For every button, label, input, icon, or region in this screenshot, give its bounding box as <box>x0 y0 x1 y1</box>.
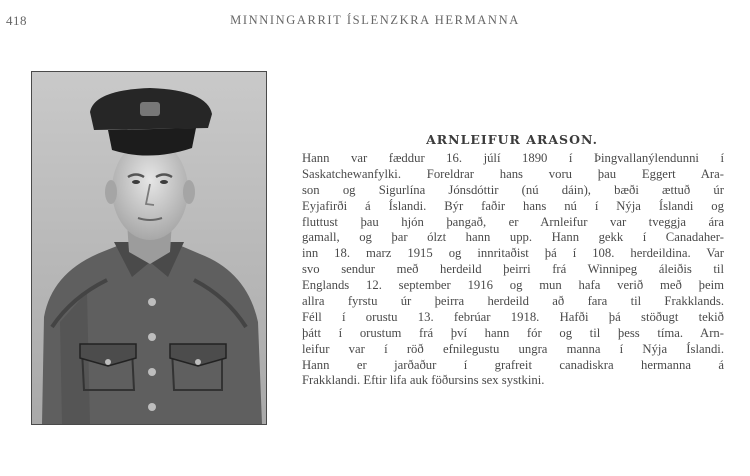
page-number: 418 <box>6 13 27 28</box>
text-line: allra fyrstu úr þeirra herdeild að fara til Frakklands. <box>302 294 724 309</box>
running-title: MINNINGARRIT ÍSLENZKRA HERMANNA <box>230 13 520 27</box>
text-line: svo sendur með herdeild þeirri frá Winnipeg áleiðis til <box>302 262 724 277</box>
text-line: Hann var fæddur 16. júlí 1890 í Þingvallanýlendunni í <box>302 151 724 165</box>
text-line: Eyjafirði á Íslandi. Býr faðir hans nú í Nýja Íslandi og <box>302 198 724 213</box>
text-line: gamall, og þar ólzt hann upp. Hann gekk í Canadaher- <box>302 230 724 245</box>
article-title: ARNLEIFUR ARASON. <box>426 132 598 147</box>
text-line: leifur var í röð efnilegustu ungra manna í Nýja Íslandi. <box>302 341 724 356</box>
text-line: Englands 12. september 1916 og mun hafa verið með þeim <box>302 278 724 293</box>
text-line: Saskatchewanfylki. Foreldrar hans voru þau Eggert Ara- <box>302 166 724 181</box>
text-line: son og Sigurlína Jónsdóttir (nú dáin), bæði ættuð úr <box>302 182 724 197</box>
text-line: Hann er jarðaður í grafreit canadiskra hermanna á <box>302 357 724 372</box>
text-line: Féll í orustu 13. febrúar 1918. Hafði þá stöðugt tekið <box>302 309 724 324</box>
text-line: fluttust þau hjón þangað, er Arnleifur var tveggja ára <box>302 214 724 229</box>
text-line: Frakklandi. Eftir lifa auk föðursins sex systkini. <box>302 373 545 388</box>
biography-text <box>302 151 724 389</box>
soldier-portrait-photo <box>31 71 267 425</box>
text-line: inn 18. marz 1915 og innritaðist þá í 108. herdeildina. Var <box>302 246 724 261</box>
text-line: þátt í orustum frá því hann fór og til þess tíma. Arn- <box>302 325 724 340</box>
soldier-portrait-image <box>32 72 266 424</box>
